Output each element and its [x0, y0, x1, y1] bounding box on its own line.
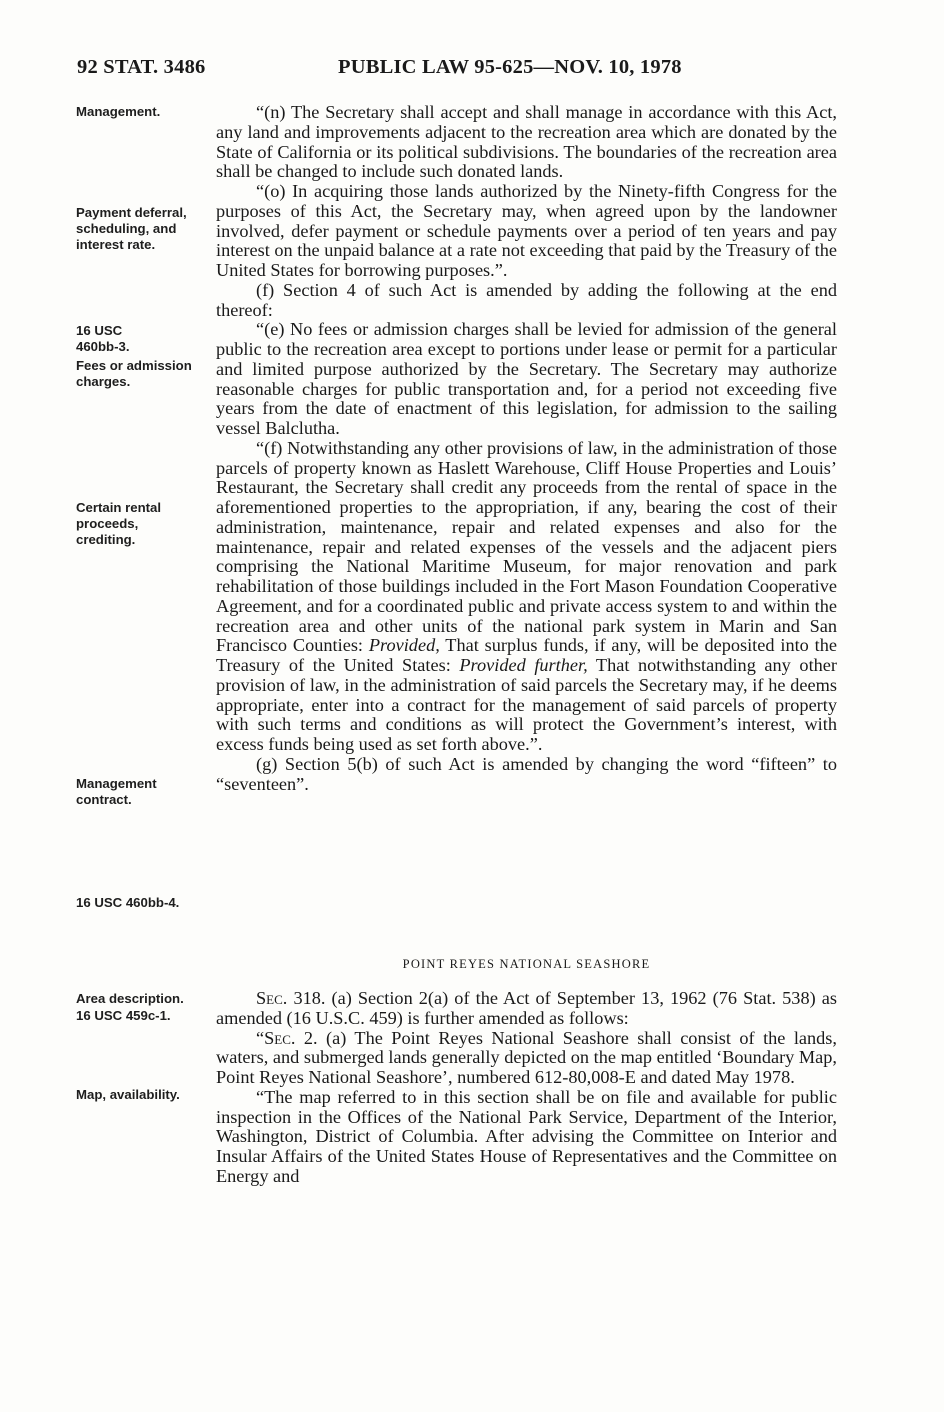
provided-further-clause: Provided further,	[459, 655, 588, 675]
margin-note-rental: Certain rental proceeds, crediting.	[76, 500, 162, 547]
paragraph-g: (g) Section 5(b) of such Act is amended by changing the word “fifteen” to “seventeen”.	[216, 753, 837, 794]
paragraph-f-rental-part-b: That surplus funds, if any, will be deposited into the Treasury of the United States:	[216, 635, 837, 675]
sec-2-label: “Sec.	[256, 1027, 296, 1048]
sec-2-text: 2. (a) The Point Reyes National Seashore shall consist of the lands, waters, and submerged lands generally depicted on the map entitled ‘Boundary Map, Point Reyes National Seashore’, numbered 612-80,008-E and dated May 1978.	[216, 1027, 837, 1087]
statute-body-upper	[216, 103, 837, 794]
provided-clause: Provided,	[368, 635, 440, 656]
paragraph-f-rental	[216, 439, 837, 755]
page-header	[0, 56, 944, 86]
margin-note-map-availability: Map, availability.	[76, 1087, 180, 1102]
margin-note-payment: Payment deferral, scheduling, and interest rate.	[76, 205, 187, 252]
sec-label: Sec.	[256, 988, 288, 1008]
margin-note-fees: Fees or admission charges.	[76, 358, 192, 389]
sec-318-text: 318. (a) Section 2(a) of the Act of September 13, 1962 (76 Stat. 538) as amended (16 U.S.C. 459) is further amended as follows:	[216, 988, 837, 1028]
paragraph-f-section4: (f) Section 4 of such Act is amended by adding the following at the end thereof:	[216, 279, 837, 320]
margin-note-area-description: Area description.	[76, 991, 184, 1006]
margin-note-mgmt-contract: Management contract.	[76, 776, 157, 807]
paragraph-o: “(o) In acquiring those lands authorized by the Ninety-fifth Congress for the purposes of this Act, the Secretary may, when agreed upon by the landowner involved, defer payment or schedule payments over a period of ten years and pay interest on the unpaid balance at a rate not exceeding that paid by the Treasury of the United States for borrowing purposes.”.	[216, 181, 837, 280]
statute-page-number: 92 STAT. 3486	[77, 56, 206, 78]
paragraph-e-fees: “(e) No fees or admission charges shall be levied for admission of the general public to the recreation area except to portions under lease or permit for a particular and limited purpose authorized by the Secretary. The Secretary may authorize reasonable charges for public transportation and, for a period not exceeding five years from the date of enactment of this legislation, for admission to the sailing vessel Balclutha.	[216, 319, 837, 438]
margin-note-management: Management.	[76, 104, 161, 119]
paragraph-map: “The map referred to in this section shall be on file and available for public inspection in the Offices of the National Park Service, Department of the Interior, Washington, District of Columbia. After advising the Committee on Interior and Insular Affairs of the United States House of Representatives and the Committee on Energy and	[216, 1086, 837, 1186]
paragraph-sec-318	[216, 989, 837, 1029]
paragraph-n: “(n) The Secretary shall accept and shall manage in accordance with this Act, any land and improvements adjacent to the recreation area which are donated by the State of California or its political subdivisions. The boundaries of the recreation area shall be changed to include such donated lands.	[216, 102, 837, 182]
margin-note-usc-460bb4: 16 USC 460bb-4.	[76, 895, 180, 910]
paragraph-f-rental-part-c: That notwithstanding any other provision of law, in the administration of said parcels the Secretary may, if he deems appropriate, enter into a contract for the management of said parcels of property with such terms and conditions as will protect the Government’s interest, with excess funds being used as set forth above.”.	[216, 655, 837, 754]
margin-note-usc-459c1: 16 USC 459c-1.	[76, 1008, 171, 1023]
paragraph-f-rental-part-a: “(f) Notwithstanding any other provisions of law, in the administration of those parcels of property known as Haslett Warehouse, Cliff House Properties and Louis’ Restaurant, the Secretary shall credit any proceeds from the rental of space in the aforementioned properties to the appropriation, if any, bearing the cost of their administration, maintenance, repair and related expenses and also for the maintenance, repair and related expenses of the vessels and the adjacent piers comprising the National Maritime Museum, for major renovation and park rehabilitation of those buildings included in the Fort Mason Foundation Cooperative Agreement, and for a coordinated public and private access system to and within the recreation area and other units of the national park system in Marin and San Francisco Counties:	[216, 437, 837, 656]
public-law-title: PUBLIC LAW 95-625—NOV. 10, 1978	[338, 56, 682, 78]
section-heading-point-reyes: POINT REYES NATIONAL SEASHORE	[402, 957, 651, 971]
paragraph-sec-2	[216, 1029, 837, 1088]
statute-body-lower	[216, 989, 837, 1187]
margin-note-usc-460bb3: 16 USC 460bb-3.	[76, 323, 130, 354]
